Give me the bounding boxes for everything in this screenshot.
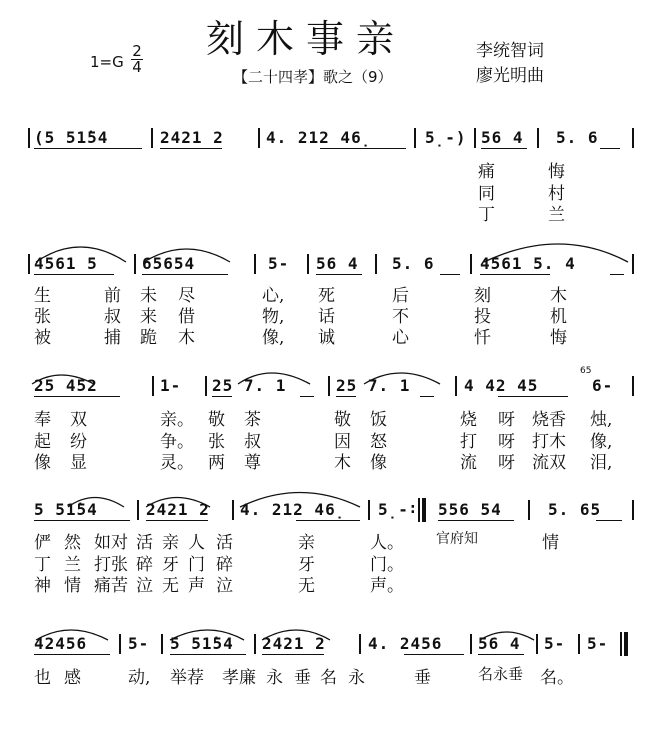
- slur: [32, 375, 94, 384]
- lyric: 碎: [136, 555, 153, 575]
- lyric: 张: [34, 307, 51, 327]
- slur: [144, 249, 230, 262]
- lyric: 亲: [162, 533, 179, 553]
- lyric: 俨: [34, 533, 51, 553]
- measure-5-1: 42456: [34, 634, 88, 653]
- lyric: 永: [348, 668, 365, 688]
- measure-4-5: 556 54: [438, 500, 502, 519]
- lyric: 打: [460, 432, 477, 452]
- measure-4-3: 4. 212 46̣: [240, 500, 346, 519]
- lyric: 门: [188, 555, 205, 575]
- measure-5-5: 4. 2456: [368, 634, 443, 653]
- measure-4-1: 5 51̇54: [34, 500, 98, 519]
- lyric: 牙: [162, 555, 179, 575]
- lyric: 两: [208, 453, 225, 473]
- measure-3-2: 1-: [160, 376, 182, 395]
- lyric: 投: [474, 307, 491, 327]
- lyric: 也: [34, 668, 51, 688]
- lyric: 死: [318, 286, 335, 306]
- lyric: 丁: [478, 205, 495, 225]
- lyric: 叔: [244, 432, 261, 452]
- measure-1-6: 5. 6: [556, 128, 599, 147]
- measure-5-4: 2421 2: [262, 634, 326, 653]
- lyric: 被: [34, 328, 51, 348]
- lyric: 借: [178, 307, 195, 327]
- lyric: 敬: [334, 410, 351, 430]
- slur: [484, 244, 628, 262]
- slur: [364, 373, 440, 384]
- lyric: 神: [34, 576, 51, 596]
- slur: [36, 247, 126, 262]
- lyric: 名永垂: [478, 665, 524, 683]
- lyric: 然: [64, 533, 81, 553]
- measure-1-3: 4. 212 46̣: [266, 128, 372, 147]
- lyric: 痛苦: [94, 576, 128, 596]
- lyric: 因: [334, 432, 351, 452]
- key-signature: 1=G: [90, 53, 124, 71]
- lyric: 跪: [140, 328, 157, 348]
- lyric: 举荐: [170, 668, 204, 688]
- slur: [262, 630, 330, 640]
- lyric: 未: [140, 286, 157, 306]
- lyric: 后: [392, 286, 409, 306]
- lyric: 情: [64, 576, 81, 596]
- lyric: 如对: [94, 533, 128, 553]
- slur: [146, 498, 210, 508]
- measure-4-2: 2421 2: [146, 500, 210, 519]
- meter-top: 2: [132, 42, 142, 60]
- slur: [480, 632, 534, 640]
- lyric: 饭: [370, 410, 387, 430]
- measure-2-2: 65654: [142, 254, 196, 273]
- measure-1-1: (5 51̇54: [34, 128, 109, 147]
- lyric: 人: [188, 533, 205, 553]
- lyric: 物,: [262, 307, 285, 327]
- lyric: 流: [460, 453, 477, 473]
- measure-1-5: 56 4: [481, 128, 524, 147]
- lyric: 像: [34, 453, 51, 473]
- lyric: 诚: [318, 328, 335, 348]
- lyric: 呀: [498, 453, 515, 473]
- lyric: 烧香: [532, 410, 566, 430]
- lyric: 活: [216, 533, 233, 553]
- lyric: 捕: [104, 328, 121, 348]
- lyric: 亲。: [160, 410, 194, 430]
- lyric: 尊: [244, 453, 261, 473]
- lyric: 木: [550, 286, 567, 306]
- lyric: 孝廉: [222, 668, 256, 688]
- lyric: 悔: [548, 162, 565, 182]
- measure-2-4: 56 4: [316, 254, 359, 273]
- slur: [240, 493, 360, 508]
- lyric: 亲: [298, 533, 315, 553]
- measure-5-3: 5 51̇54: [170, 634, 234, 653]
- measure-4-4: 5̣-: [378, 500, 409, 519]
- lyric: 叔: [104, 307, 121, 327]
- lyric: 呀: [498, 432, 515, 452]
- slur: [36, 630, 108, 640]
- lyric: 生: [34, 286, 51, 306]
- composer-credit: 廖光明曲: [476, 66, 544, 86]
- lyric: 村: [548, 184, 565, 204]
- slur: [238, 373, 310, 384]
- meter-bottom: 4: [132, 58, 142, 76]
- lyric: 打张: [94, 555, 128, 575]
- lyric: 痛: [478, 162, 495, 182]
- subtitle: 【二十四孝】歌之（9）: [233, 68, 393, 86]
- lyric: 话: [318, 307, 335, 327]
- lyric: 名: [320, 668, 337, 688]
- measure-5-7: 5-: [544, 634, 566, 653]
- lyric: 悔: [550, 328, 567, 348]
- measure-1-2: 2421 2: [160, 128, 224, 147]
- lyric: 起: [34, 432, 51, 452]
- lyric: 机: [550, 307, 567, 327]
- lyric: 兰: [548, 205, 565, 225]
- measure-3-6: 6-: [592, 376, 614, 395]
- lyric: 刻: [474, 286, 491, 306]
- lyric: 泪,: [590, 453, 613, 473]
- lyric: 双: [70, 410, 87, 430]
- lyric: 牙: [298, 555, 315, 575]
- lyric: 流双: [532, 453, 566, 473]
- lyric: 无: [162, 576, 179, 596]
- lyricist-credit: 李统智词: [476, 41, 544, 61]
- repeat-dots: :: [410, 501, 416, 517]
- measure-2-3: 5-: [268, 254, 290, 273]
- measure-5-6: 56 4: [478, 634, 521, 653]
- lyric: 垂: [414, 668, 431, 688]
- measure-3-1: 25 452: [34, 376, 98, 395]
- measure-4-6: 5. 65: [548, 500, 602, 519]
- lyric: 永: [266, 668, 283, 688]
- slur: [68, 498, 124, 508]
- lyric: 名。: [540, 668, 574, 688]
- lyric: 像,: [262, 328, 285, 348]
- measure-2-6: 4561 5. 4: [480, 254, 576, 273]
- lyric: 泣: [136, 576, 153, 596]
- measure-3-3: 25 7. 1: [212, 376, 287, 395]
- lyric: 敬: [208, 410, 225, 430]
- lyric: 声: [188, 576, 205, 596]
- lyric: 木: [178, 328, 195, 348]
- lyric: 怒: [370, 432, 387, 452]
- lyric: 心: [392, 328, 409, 348]
- lyric: 动,: [128, 668, 151, 688]
- lyric: 人。: [370, 533, 404, 553]
- measure-2-5: 5. 6: [392, 254, 435, 273]
- lyric: 官府知: [436, 531, 478, 547]
- lyric: 像: [370, 453, 387, 473]
- lyric: 灵。: [160, 453, 194, 473]
- slur: [170, 630, 244, 640]
- lyric: 丁: [34, 555, 51, 575]
- lyric: 茶: [244, 410, 261, 430]
- lyric: 纷: [70, 432, 87, 452]
- lyric: 心,: [262, 286, 285, 306]
- lyric: 兰: [64, 555, 81, 575]
- lyric: 垂: [294, 668, 311, 688]
- lyric: 泣: [216, 576, 233, 596]
- lyric: 碎: [216, 555, 233, 575]
- lyric: 争。: [160, 432, 194, 452]
- lyric: 显: [70, 453, 87, 473]
- measure-5-8: 5-: [587, 634, 609, 653]
- song-title: 刻木事亲: [206, 17, 407, 61]
- lyric: 同: [478, 184, 495, 204]
- measure-1-4: 5̣-): [425, 128, 467, 147]
- lyric: 忏: [474, 328, 491, 348]
- lyric: 感: [64, 668, 81, 688]
- lyric: 门。: [370, 555, 404, 575]
- lyric: 声。: [370, 576, 404, 596]
- lyric: 奉: [34, 410, 51, 430]
- lyric: 前: [104, 286, 121, 306]
- measure-3-4: 25 7. 1: [336, 376, 411, 395]
- lyric: 不: [392, 307, 409, 327]
- lyric: 打木: [532, 432, 566, 452]
- lyric: 呀: [498, 410, 515, 430]
- lyric: 像,: [590, 432, 613, 452]
- lyric: 情: [542, 533, 559, 553]
- measure-3-5: 4 42 45: [464, 376, 539, 395]
- lyric: 烛,: [590, 410, 613, 430]
- lyric: 张: [208, 432, 225, 452]
- lyric: 烧: [460, 410, 477, 430]
- measure-5-2: 5-: [128, 634, 150, 653]
- grace-notes: 65: [580, 366, 592, 376]
- lyric: 无: [298, 576, 315, 596]
- lyric: 木: [334, 453, 351, 473]
- measure-2-1: 4561 5: [34, 254, 98, 273]
- lyric: 来: [140, 307, 157, 327]
- lyric: 活: [136, 533, 153, 553]
- lyric: 尽: [178, 286, 195, 306]
